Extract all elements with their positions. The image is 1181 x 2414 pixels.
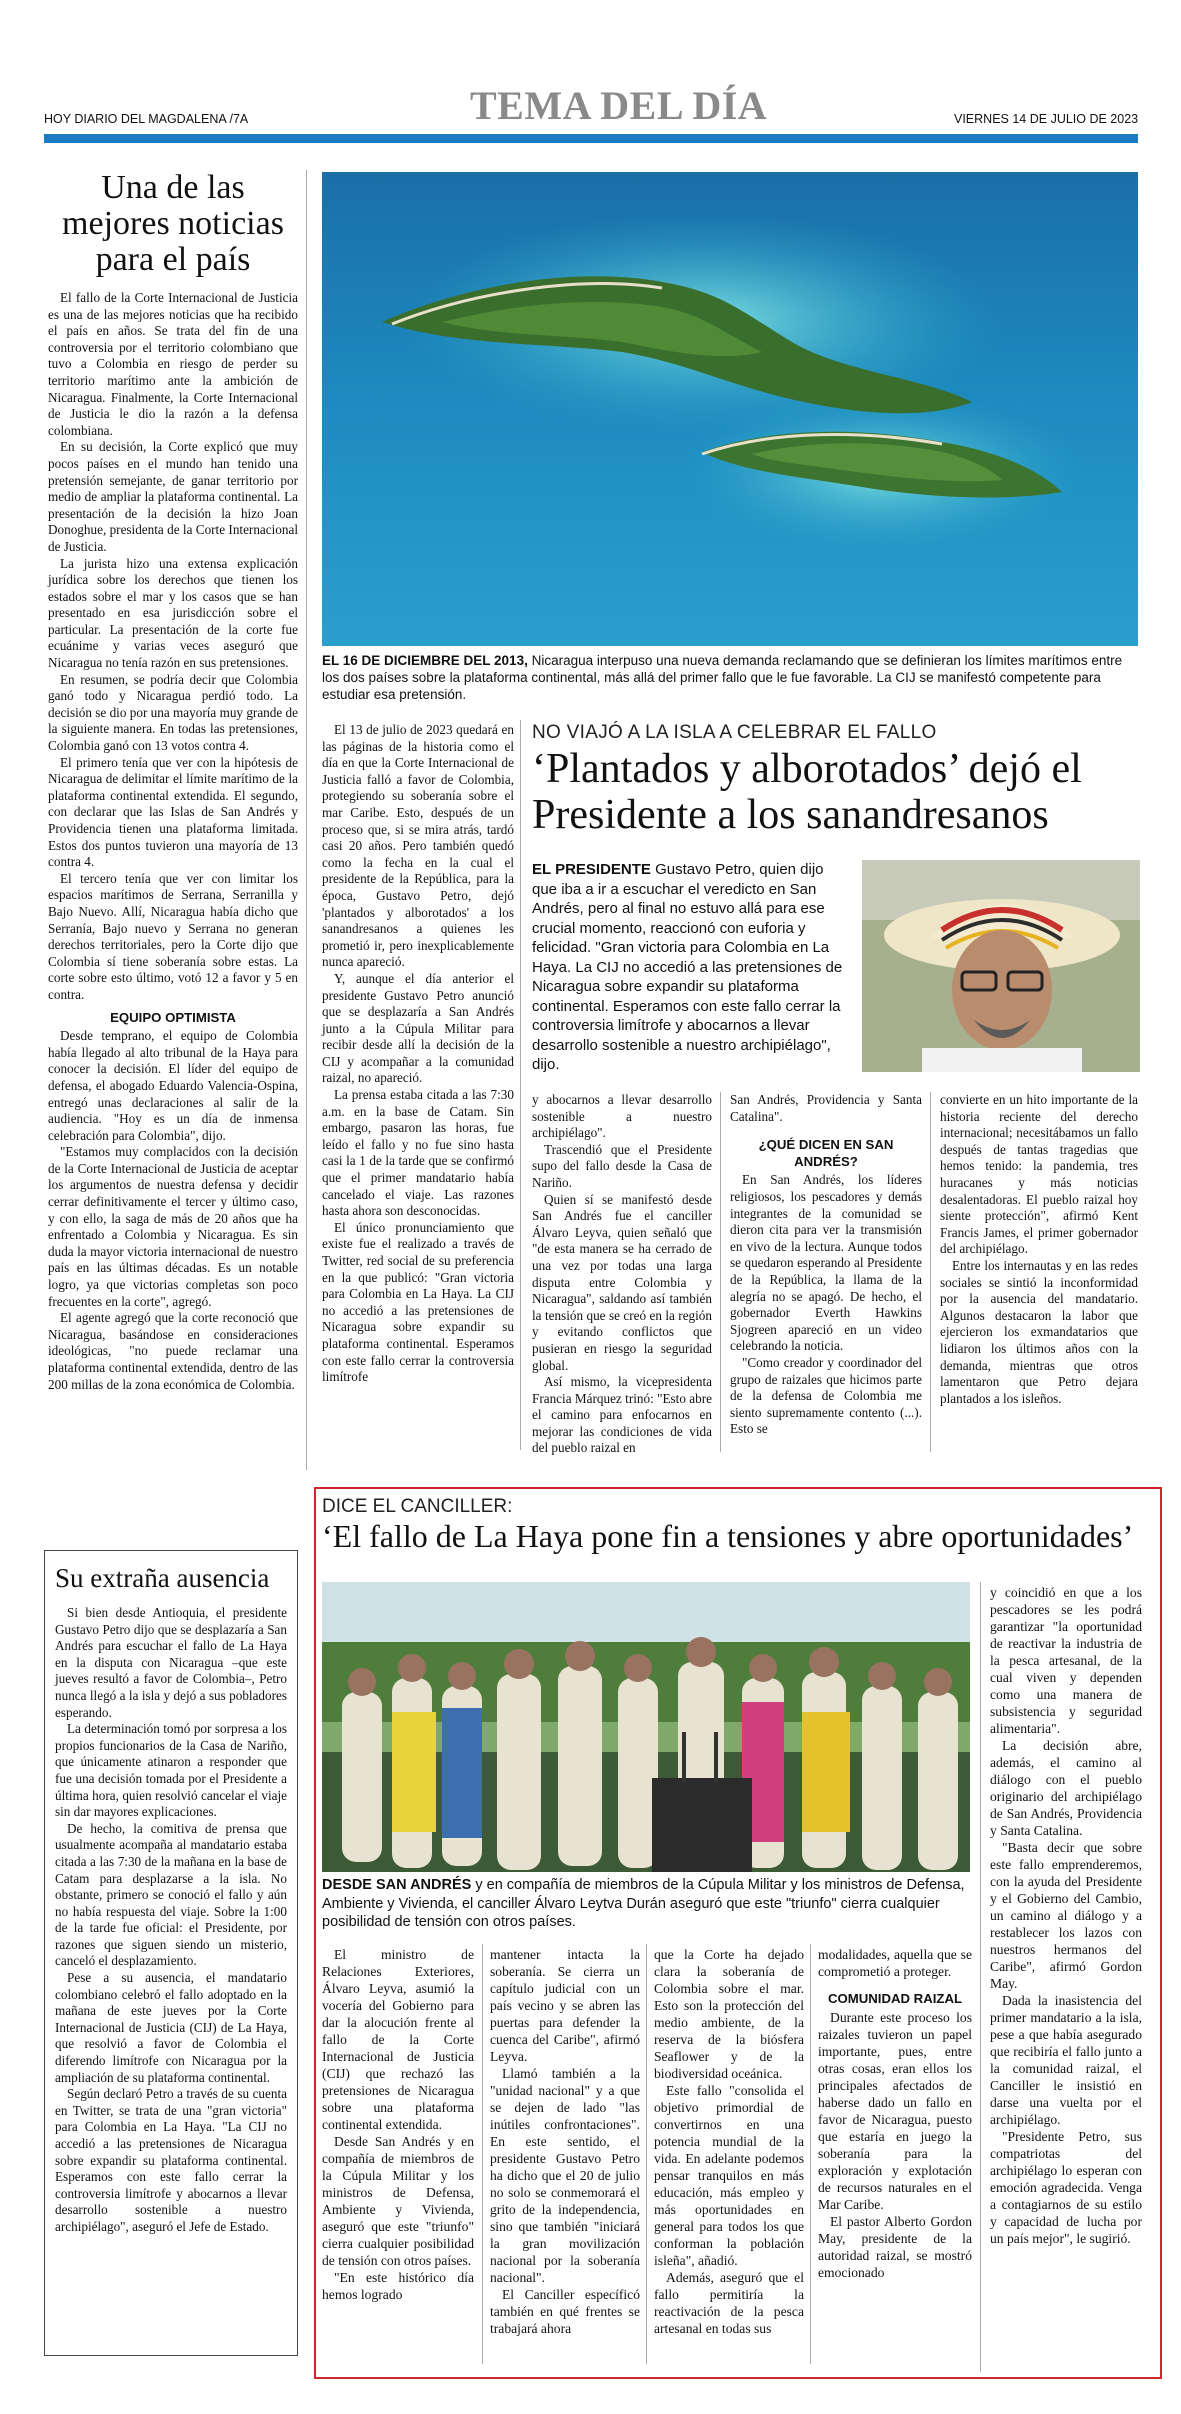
paragraph: El tercero tenía que ver con limitar los espacios marítimos de Serrana, Serranilla y Bajo Nuevo. Allí, Nicaragua había dicho que Serranía, Bajo nuevo y Serrana no generan derechos territoriales, pero la Corte dijo que Colombia sí tiene soberanía sobre estas. La corte sobre esto último, votó 12 a favor y 5 en contra. (48, 870, 298, 1002)
paragraph: En resumen, se podría decir que Colombia ganó todo y Nicaragua perdió todo. La decisión se dio por una mayoría muy grande de la siguiente manera. En todas las pretensiones, Colombia ganó con 13 votos contra 4. (48, 671, 298, 754)
paragraph: "Basta decir que sobre este fallo emprenderemos, con la ayuda del Presidente y el Gobierno del Cambio, un camino al diálogo y a restablecer los lazos con nuestros hermanos del Caribe", afirmó Gordon May. (990, 1840, 1142, 1991)
paragraph: Según declaró Petro a través de su cuenta en Twitter, se trata de una "gran victoria" para Colombia en La Haya. "La CIJ no accedió a las pretensiones de Nicaragua sobre expandir su plataforma continental. Esperamos con este fallo cerrar la controversia limítrofe y abocarnos a llevar desarrollo sostenible a nuestro archipiélago", aseguró el Jefe de Estado. (55, 2086, 287, 2234)
sidebar-body (55, 1605, 287, 2236)
caption-text: Nicaragua interpuso una nueva demanda reclamando que se definieran los límites marítimos entre los dos países sobre la plataforma continental, más allá del primer fallo que le fue favorable. La CIJ se manifestó competente para estudiar esa pretensión. (322, 653, 1123, 702)
editorial-body (48, 290, 298, 1393)
subhead: COMUNIDAD RAIZAL (827, 1991, 963, 2006)
article2-col1 (322, 1946, 474, 2303)
sidebar-title: Su extraña ausencia (55, 1563, 270, 1593)
paragraph: El primero tenía que ver con la hipótesis de Nicaragua de delimitar el límite marítimo de la plataforma continental extendida. El segundo, con declarar que las Islas de San Andrés y Providencia tienen una plataforma limitada. Estos dos puntos tuvieron una mayoría de 13 contra 4. (48, 754, 298, 870)
caption-lead: DESDE SAN ANDRÉS (322, 1877, 472, 1893)
paragraph: convierte en un hito importante de la historia reciente del derecho internacional; necesitábamos un fallo después de tantas tragedias que hemos tenido: la pandemia, tres huracanes y más noticias desalentadoras. El pueblo raizal hoy siente protección", afirmó Kent Francis James, el primer gobernador del archipiélago. (940, 1092, 1138, 1257)
header-rule (44, 134, 1138, 143)
paragraph: Entre los internautas y en las redes sociales se sintió la inconformidad por la ausencia del mandatario. Algunos destacaron la labor que ejercieron los exmandatarios que lidiaron los últimos años con la demanda, mientras que otros lamentaron que Petro dejara plantados a los isleños. (940, 1257, 1138, 1406)
subhead: ¿QUÉ DICEN EN SAN ANDRÉS? (758, 1137, 894, 1169)
paragraph: De hecho, la comitiva de prensa que usualmente acompaña al mandatario estaba citada a las 7:30 de la mañana en la base de Catam para desplazarse a la isla. No obstante, primero se conoció el fallo y aún no había respuesta del viaje. Sobre la 1:00 de la tarde fue oficial: el Presidente, por razones que siguen siendo un misterio, canceló el desplazamiento. (55, 1820, 287, 1969)
paragraph: Si bien desde Antioquia, el presidente Gustavo Petro dijo que se desplazaría a San Andrés para escuchar el fallo de La Haya en la disputa con Nicaragua –que este jueves resultó a favor de Colombia–, Petro nunca llegó a la isla y dejó a sus pobladores esperando. (55, 1605, 287, 1720)
paragraph: Este fallo "consolida el objetivo primordial de convertirnos en una potencia mundial de la vida. En adelante podemos pensar tranquilos en más educación, más empleo y más oportunidades en general para todos los que conforman la población isleña", añadió. (654, 2083, 804, 2268)
paragraph: Quien sí se manifestó desde San Andrés fue el canciller Álvaro Leyva, quien señaló que "de esta manera se ha cerrado de una vez por todas una larga disputa entre Colombia y Nicaragua", saldando así también la tensión que se creó en la región y evitando conflictos que pusieran en riesgo la seguridad global. (532, 1191, 712, 1373)
article1-col3 (730, 1092, 922, 1438)
paragraph: La prensa estaba citada a las 7:30 a.m. en la base de Catam. Sin embargo, pasaron las horas, fue leído el fallo y no fue sino hasta casi la 1 de la tarde que se confirmó que el primer mandatario había cancelado el viaje. Las razones hasta ahora son desconocidas. (322, 1087, 514, 1219)
paragraph: Además, aseguró que el fallo permitiría la reactivación de la pesca artesanal en todas sus (654, 2270, 804, 2336)
photo-caption-1 (322, 652, 1138, 703)
article2-col2 (490, 1946, 640, 2337)
paragraph: Desde San Andrés y en compañía de miembros de la Cúpula Militar y los ministros de Defensa, Ambiente y Vivienda, aseguró que este "triunfo" cierra cualquier posibilidad de tensión con otros países. (322, 2134, 474, 2268)
paragraph: La decisión abre, además, el camino al diálogo con el pueblo originario del archipiélago de San Andrés, Providencia y Santa Catalina. (990, 1738, 1142, 1838)
paragraph: La jurista hizo una extensa explicación jurídica sobre los derechos que tienen los estados sobre el mar y los casos que se han presentado en esa jurisdicción sobre el particular. La presentación de la corte fue ecuánime y varias veces aseguró que Nicaragua no tenía razón en sus pretensiones. (48, 555, 298, 671)
article1-col4 (940, 1092, 1138, 1407)
paragraph: Así mismo, la vicepresidenta Francia Márquez trinó: "Esto abre el camino para enfocarnos en mejorar las condiciones de vida del pueblo raizal en (532, 1374, 712, 1456)
article1-col2 (532, 1092, 712, 1457)
paragraph: En su decisión, la Corte explicó que muy pocos países en el mundo han tenido una pretensión semejante, de ganar territorio por medio de ampliar la plataforma continental. La presentación de la decisión la hizo Joan Donoghue, presidenta de la Corte Internacional de Justicia. (48, 439, 298, 554)
issue-date: VIERNES 14 DE JULIO DE 2023 (954, 112, 1139, 126)
lead-text: Gustavo Petro, quien dijo que iba a ir a escuchar el veredicto en San Andrés, pero al final no estuvo allá para ese crucial momento, reaccionó con euforia y felicidad. "Gran victoria para Colombia en La Haya. La CIJ no accedió a las pretensiones de Nicaragua sobre expandir su plataforma continental. Esperamos con este fallo cerrar la controversia limítrofe y abocarnos a llevar desarrollo sostenible a nuestro archipiélago", dijo. (532, 861, 843, 1073)
paragraph: San Andrés, Providencia y Santa Catalina". (730, 1092, 922, 1124)
paragraph: y abocarnos a llevar desarrollo sostenible a nuestro archipiélago". (532, 1092, 712, 1141)
article2-col3 (654, 1946, 804, 2337)
paragraph: mantener intacta la soberanía. Se cierra un capítulo judicial con un país vecino y se abren las puertas para defender la cuenca del Caribe", afirmó Leyva. (490, 1947, 640, 2064)
article1-kicker: NO VIAJÓ A LA ISLA A CELEBRAR EL FALLO (532, 722, 937, 743)
paragraph: El pastor Alberto Gordon May, presidente de la autoridad raizal, se mostró emocionado (818, 2214, 972, 2280)
article1-lead (532, 860, 850, 1075)
editorial (48, 170, 298, 1393)
paragraph: modalidades, aquella que se comprometió a proteger. (818, 1947, 972, 1979)
paragraph: El agente agregó que la corte reconoció que Nicaragua, basándose en consideraciones ideológicas, "no puede reclamar una plataforma continental extendida, dentro de las 200 millas de la zona económica de Colombia. (48, 1310, 298, 1392)
paragraph: y coincidió en que a los pescadores se les podrá garantizar "la oportunidad de reactivar la industria de la pesca artesanal, de la cual viven y dependen como una manera de subsistencia y seguridad alimentaria". (990, 1585, 1142, 1736)
lead-word: EL PRESIDENTE (532, 861, 651, 878)
paragraph: Durante este proceso los raizales tuvieron un papel importante, pues, entre otras cosas, eran ellos los principales afectados de haberse dado un fallo en favor de Nicaragua, puesto que estaría en juego la soberanía para la exploración y explotación de recursos naturales en el Mar Caribe. (818, 2010, 972, 2212)
photo-caption-2 (322, 1876, 968, 1932)
paragraph: El único pronunciamiento que existe fue el realizado a través de Twitter, red social de su preferencia en la que publicó: "Gran victoria para Colombia en La Haya. La CIJ no accedió a las pretensiones de Nicaragua sobre expandir su plataforma continental. Esperamos con este fallo cerrar la controversia limítrofe (322, 1219, 514, 1385)
paragraph: Desde temprano, el equipo de Colombia había llegado al alto tribunal de la Haya para conocer la decisión. El líder del equipo de defensa, el abogado Eduardo Valencia-Ospina, entregó unas declaraciones al salir de la audiencia. "Hoy es un día de inmensa celebración para Colombia", dijo. (48, 1028, 298, 1143)
paragraph: El Canciller específicó también en qué frentes se trabajará ahora (490, 2287, 640, 2336)
article2-headline: ‘El fallo de La Haya pone fin a tensiones y abre oportunidades’ (322, 1518, 1134, 1554)
article1-col1 (322, 722, 514, 1386)
paragraph: Llamó también a la "unidad nacional" y a que se dejen de lado "las inútiles confrontaciones". En este sentido, el presidente Gustavo Petro ha dicho que el 20 de julio no solo se conmemorará el grito de la independencia, sino que también "iniciará la gran movilización nacional por la soberanía nacional". (490, 2066, 640, 2285)
paragraph: que la Corte ha dejado clara la soberanía de Colombia sobre el mar. Esto son la protección del medio ambiente, de la reserva de la biósfera Seaflower y de la biodiversidad oceánica. (654, 1947, 804, 2081)
paragraph: El ministro de Relaciones Exteriores, Álvaro Leyva, asumió la vocería del Gobierno para dar la alocución frente al fallo de la Corte Internacional de Justicia (CIJ) que rechazó las pretensiones de Nicaragua sobre una plataforma continental extendida. (322, 1947, 474, 2132)
sidebar-box (44, 1550, 298, 2356)
petro-portrait (862, 860, 1140, 1072)
paragraph: "En este histórico día hemos logrado (322, 2270, 474, 2302)
article2-col4 (818, 1946, 972, 2281)
subhead: EQUIPO OPTIMISTA (110, 1009, 236, 1025)
article2-kicker: DICE EL CANCILLER: (322, 1496, 513, 1517)
caption-text: y en compañía de miembros de la Cúpula Militar y los ministros de Defensa, Ambiente y Vivienda, el canciller Álvaro Leytva Durán aseguró que este "triunfo" cierra cualquier posibilidad de tensión con otros países. (322, 1877, 965, 1930)
paragraph: El 13 de julio de 2023 quedará en las páginas de la historia como el día en que la Corte Internacional de Justicia falló a favor de Colombia, protegiendo su soberanía sobre el mar Caribe. Esto, después de un proceso que, si se mira atrás, tardó casi 20 años. Pero también quedó como la fecha en la cual el presidente de la República, para la época, Gustavo Petro, dejó 'plantados y alborotados' a los sanandresanos a quienes les prometió ir, pero inexplicablemente nunca apareció. (322, 722, 514, 970)
paragraph: Y, aunque el día anterior el presidente Gustavo Petro anunció que se desplazaría a San Andrés junto a la Cúpula Militar para recibir desde allí la decisión de la CIJ y acompañar a la comunidad raizal, no apareció. (322, 970, 514, 1086)
paragraph: "Como creador y coordinador del grupo de raizales que hicimos parte de la defensa de Colombia me siento supremamente contento (...). Esto se (730, 1354, 922, 1437)
paragraph: "Presidente Petro, sus compatriotas del archipiélago lo esperan con emoción agradecida. Venga a contagiarnos de su estilo y capacidad de lucha por un país mejor", le sugirió. (990, 2129, 1142, 2246)
paragraph: "Estamos muy complacidos con la decisión de la Corte Internacional de Justicia de aceptar los argumentos de nuestra defensa y decidir cerrar definitivamente el tercer y último caso, y con ello, la saga de más de 20 años que ha enfrentado a Colombia y Nicaragua. Es sin duda la mayor victoria internacional de nuestro país en las últimas décadas. Es un notable logro, ya que victorias completas son poco frecuentes en la corte", agregó. (48, 1144, 298, 1309)
section-title: TEMA DEL DÍA (470, 83, 768, 128)
paragraph: La determinación tomó por sorpresa a los propios funcionarios de la Casa de Nariño, que únicamente atinaron a responder que fue una decisión tomada por el Presidente a última hora, quien resolvió cancelar el viaje sin dar mayores explicaciones. (55, 1721, 287, 1820)
paragraph: Trascendió que el Presidente supo del fallo desde la Casa de Nariño. (532, 1141, 712, 1190)
editorial-title: Una de las mejores noticias para el país (62, 169, 284, 278)
paragraph: Pese a su ausencia, el mandatario colombiano celebró el fallo adoptado en la mañana de este jueves por la Corte Internacional de Justicia (CIJ) de La Haya, que resolvió a favor de Colombia el diferendo limítrofe con Nicaragua por la ampliación de su plataforma continental. (55, 1970, 287, 2085)
article1-headline: ‘Plantados y alborotados’ dejó el Presidente a los sanandresanos (532, 746, 1082, 838)
article2-col5 (990, 1584, 1142, 2247)
paragraph: En San Andrés, los líderes religiosos, los pescadores y demás integrantes de la comunidad se dieron cita para ver la transmisión en vivo de la lectura. Aunque todos se quedaron esperando al Presidente de la República, la llama de la alegría no se apagó. De hecho, el gobernador Everth Hawkins Sjogreen apareció en un video celebrando la noticia. (730, 1172, 922, 1354)
aerial-island-photo (322, 172, 1138, 646)
paragraph: El fallo de la Corte Internacional de Justicia es una de las mejores noticias que ha recibido el país en años. Se trata del fin de una controversia por el territorio colombiano que tuvo a Colombia en riesgo de perder su territorio marítimo ante la ambición de Nicaragua. Finalmente, la Corte Internacional de Justicia le dio la razón a la defensa colombiana. (48, 290, 298, 438)
paragraph: Dada la inasistencia del primer mandatario a la isla, pese a que había asegurado que recibiría el fallo junto a la comunidad raizal, el Canciller le insistió en darse una vuelta por el archipiélago. (990, 1993, 1142, 2127)
newspaper-name: HOY DIARIO DEL MAGDALENA /7A (44, 112, 249, 126)
caption-lead: EL 16 DE DICIEMBRE DEL 2013, (322, 653, 528, 668)
canciller-press-photo (322, 1582, 970, 1872)
